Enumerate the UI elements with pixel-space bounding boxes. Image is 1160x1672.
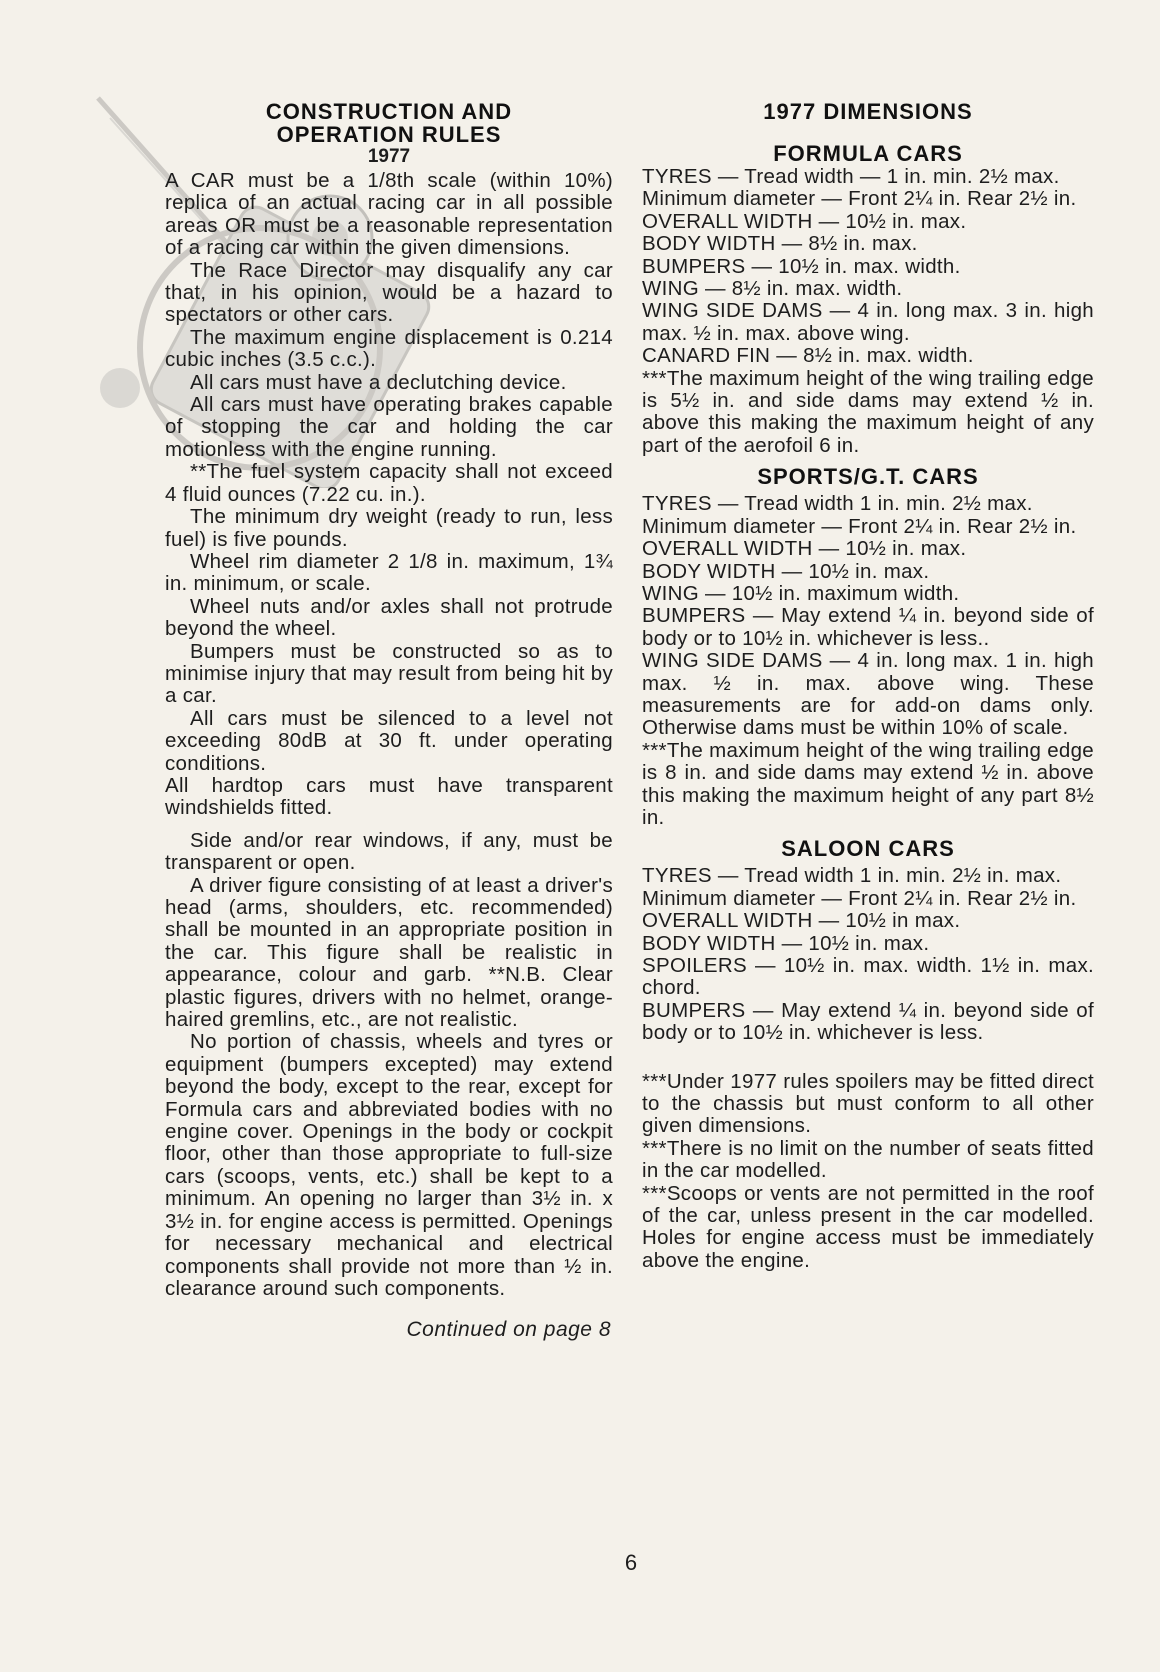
spec-line: WING SIDE DAMS — 4 in. long max. 1 in. high max. ½ in. max. above wing. These measurements are for add-on dams only. Otherwise dams must be within 10% of scale.: [642, 649, 1094, 740]
dimensions-title: 1977 DIMENSIONS: [763, 99, 973, 124]
sports-cars-heading: SPORTS/G.T. CARS: [757, 464, 979, 490]
rule-paragraph: Wheel rim diameter 2 1/8 in. maximum, 1¾ in. minimum, or scale.: [165, 549, 613, 596]
rule-paragraph: The minimum dry weight (ready to run, less fuel) is five pounds.: [165, 505, 613, 551]
rule-paragraph: Wheel nuts and/or axles shall not protrude beyond the wheel.: [165, 594, 613, 641]
rules-column: [165, 100, 613, 1342]
spec-line: CANARD FIN — 8½ in. max. width.: [642, 344, 974, 368]
rules-title-line1: CONSTRUCTION AND: [265, 99, 513, 124]
page-number: 6: [624, 1550, 638, 1575]
saloon-cars-heading: SALOON CARS: [781, 836, 955, 862]
rules-year: 1977: [367, 146, 411, 167]
rule-paragraph: All cars must have operating brakes capable of stopping the car and holding the car motionless with the engine running.: [165, 393, 613, 461]
continued-note: Continued on page 8: [406, 1318, 611, 1342]
rules-title-line2: OPERATION RULES: [276, 122, 502, 147]
spec-line: TYRES — Tread width 1 in. min. 2½ max.: [642, 492, 1033, 516]
spec-line: BUMPERS — May extend ¼ in. beyond side of body or to 10½ in. whichever is less..: [642, 604, 1094, 650]
spec-line: BODY WIDTH — 8½ in. max.: [642, 232, 918, 256]
dimensions-column: [642, 100, 1094, 1272]
spec-line: WING — 10½ in. maximum width.: [642, 581, 960, 605]
spec-line: Minimum diameter — Front 2¼ in. Rear 2½ in.: [642, 514, 1077, 538]
spec-line: SPOILERS — 10½ in. max. width. 1½ in. max. chord.: [642, 954, 1094, 1000]
rule-paragraph: Bumpers must be constructed so as to minimise injury that may result from being hit by a car.: [165, 639, 613, 708]
spec-line: BUMPERS — 10½ in. max. width.: [642, 254, 961, 278]
spec-line: OVERALL WIDTH — 10½ in. max.: [642, 537, 967, 561]
rule-paragraph: All cars must be silenced to a level not exceeding 80dB at 30 ft. under operating conditions.: [165, 706, 613, 775]
spec-line: WING — 8½ in. max. width.: [642, 277, 903, 301]
spec-line: OVERALL WIDTH — 10½ in. max.: [642, 209, 967, 233]
rule-note: ***Scoops or vents are not permitted in the roof of the car, unless present in the car modelled. Holes for engine access must be immediately above the engine.: [642, 1181, 1094, 1272]
rule-paragraph: A CAR must be a 1/8th scale (within 10%) replica of an actual racing car in all possible areas OR must be a reasonable representation of a racing car within the given dimensions.: [165, 169, 613, 260]
rule-paragraph: Side and/or rear windows, if any, must be transparent or open.: [165, 828, 613, 875]
spec-line: Minimum diameter — Front 2¼ in. Rear 2½ in.: [642, 886, 1077, 910]
rule-note: ***Under 1977 rules spoilers may be fitted direct to the chassis but must conform to all other given dimensions.: [642, 1069, 1094, 1138]
spec-line: BODY WIDTH — 10½ in. max.: [642, 559, 930, 583]
rule-paragraph: **The fuel system capacity shall not exceed 4 fluid ounces (7.22 cu. in.).: [165, 460, 613, 506]
spec-line: WING SIDE DAMS — 4 in. long max. 3 in. high max. ½ in. max. above wing.: [642, 299, 1094, 345]
rule-paragraph: The Race Director may disqualify any car that, in his opinion, would be a hazard to spectators or other cars.: [165, 258, 613, 327]
rule-paragraph: A driver figure consisting of at least a driver's head (arms, shoulders, etc. recommended) shall be mounted in an appropriate position in the car. This figure shall be realistic in appearance, colour and garb. **N.B. Clear plastic figures, drivers with no helmet, orange-haired gremlins, etc., are not realistic.: [165, 873, 613, 1032]
formula-cars-heading: FORMULA CARS: [773, 141, 963, 166]
spec-line: OVERALL WIDTH — 10½ in max.: [642, 909, 961, 933]
spec-line: Minimum diameter — Front 2¼ in. Rear 2½ in.: [642, 187, 1077, 211]
spec-line: BODY WIDTH — 10½ in. max.: [642, 931, 930, 955]
rule-paragraph: The maximum engine displacement is 0.214 cubic inches (3.5 c.c.).: [165, 325, 613, 372]
spec-line: BUMPERS — May extend ¼ in. beyond side of body or to 10½ in. whichever is less.: [642, 998, 1094, 1045]
spec-line: ***The maximum height of the wing trailing edge is 5½ in. and side dams may extend ½ in. above this making the maximum height of any part of the aerofoil 6 in.: [642, 366, 1094, 457]
rule-paragraph: All hardtop cars must have transparent windshields fitted.: [165, 773, 613, 820]
rule-note: ***There is no limit on the number of seats fitted in the car modelled.: [642, 1136, 1094, 1183]
spec-line: TYRES — Tread width 1 in. min. 2½ in. max.: [642, 864, 1062, 888]
spec-line: TYRES — Tread width — 1 in. min. 2½ max.: [642, 165, 1060, 188]
spec-line: ***The maximum height of the wing trailing edge is 8 in. and side dams may extend ½ in. above this making the maximum height of any part 8½ in.: [642, 738, 1094, 829]
rule-paragraph: All cars must have a declutching device.: [190, 370, 567, 394]
rule-paragraph: No portion of chassis, wheels and tyres or equipment (bumpers excepted) may extend beyond the body, except to the rear, except for Formula cars and abbreviated bodies with no engine cover. Openings in the body or cockpit floor, other than those appropriate to full-size cars (scoops, vents, etc.) shall be kept to a minimum. An opening no larger than 3½ in. x 3½ in. for engine access is permitted. Openings for necessary mechanical and electrical components shall provide not more than ½ in. clearance around such components.: [165, 1030, 613, 1300]
